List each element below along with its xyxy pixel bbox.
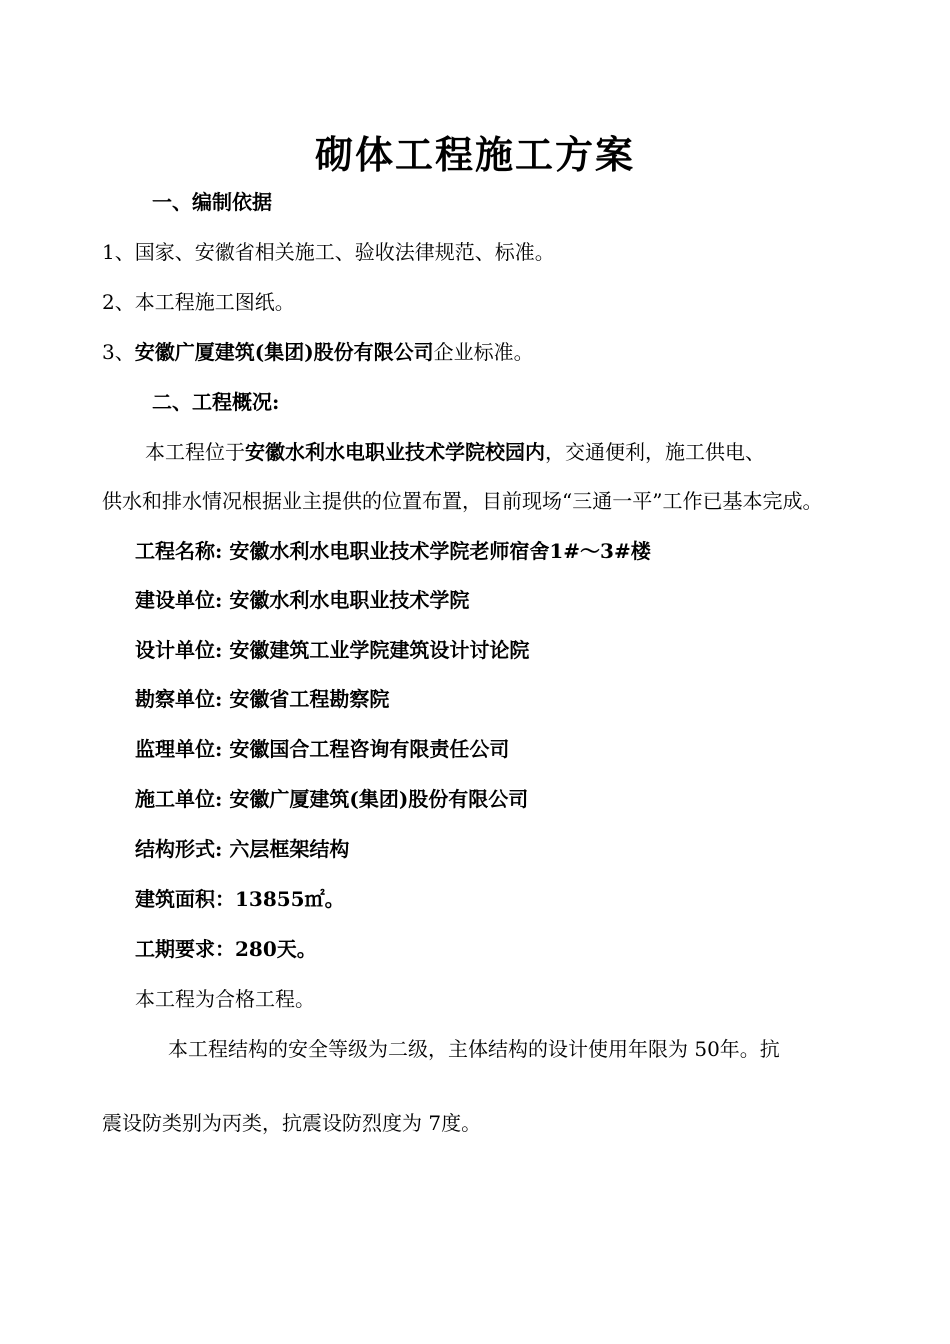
field-owner <box>135 586 469 614</box>
intro-pre: 本工程位于 <box>145 440 245 464</box>
safety-line-2: 震设防类别为丙类，抗震设防烈度为 7度。 <box>102 1111 482 1135</box>
field-duration <box>135 935 317 963</box>
basis-item-3 <box>102 338 534 366</box>
field-value: 安徽广厦建筑(集团)股份有限公司 <box>229 787 529 811</box>
intro-location: 安徽水利水电职业技术学院校园内 <box>245 440 545 464</box>
overview-intro-line1 <box>145 438 765 466</box>
section-heading-basis: 一、编制依据 <box>152 190 272 214</box>
item-number: 3、 <box>102 340 135 364</box>
field-label: 建筑面积： <box>135 887 235 911</box>
safety-line-1: 本工程结构的安全等级为二级，主体结构的设计使用年限为 50年。抗 <box>168 1037 780 1061</box>
field-label: 监理单位: <box>135 737 223 761</box>
field-surveyor <box>135 685 389 713</box>
item-number: 2、 <box>102 290 135 314</box>
document-title: 砌体工程施工方案 <box>314 132 635 177</box>
field-value: 安徽省工程勘察院 <box>229 687 390 711</box>
field-project-name <box>135 537 651 565</box>
basis-item-2 <box>102 288 295 316</box>
field-designer <box>135 636 529 664</box>
field-label: 设计单位: <box>135 638 223 662</box>
overview-intro-line2: 供水和排水情况根据业主提供的位置布置，目前现场“三通一平”工作已基本完成。 <box>102 489 823 513</box>
field-label: 工程名称: <box>135 539 223 563</box>
field-contractor <box>135 785 528 813</box>
field-structure <box>135 835 349 863</box>
field-supervisor <box>135 735 509 763</box>
field-value: 六层框架结构 <box>229 837 350 861</box>
section-heading-overview: 二、工程概况: <box>152 390 280 414</box>
field-value: 280天。 <box>235 937 317 961</box>
intro-post: ，交通便利，施工供电、 <box>545 440 765 464</box>
field-value: 安徽水利水电职业技术学院 <box>229 588 470 612</box>
item-text: 本工程施工图纸。 <box>134 290 295 314</box>
field-label: 建设单位: <box>135 588 223 612</box>
item-text: 国家、安徽省相关施工、验收法律规范、标准。 <box>134 240 555 264</box>
field-value: 安徽水利水电职业技术学院老师宿舍1#～3#楼 <box>229 539 651 563</box>
item-number: 1、 <box>102 240 135 264</box>
field-label: 勘察单位: <box>135 687 223 711</box>
company-name: 安徽广厦建筑(集团)股份有限公司 <box>134 340 434 364</box>
field-floor-area <box>135 885 345 913</box>
field-value: 安徽国合工程咨询有限责任公司 <box>229 737 510 761</box>
field-label: 施工单位: <box>135 787 223 811</box>
basis-item-1 <box>102 238 555 266</box>
quality-statement: 本工程为合格工程。 <box>135 987 315 1011</box>
field-value: 安徽建筑工业学院建筑设计讨论院 <box>229 638 530 662</box>
field-label: 工期要求： <box>135 937 235 961</box>
field-label: 结构形式: <box>135 837 223 861</box>
field-value: 13855㎡。 <box>235 887 345 911</box>
item-text: 企业标准。 <box>433 340 534 364</box>
